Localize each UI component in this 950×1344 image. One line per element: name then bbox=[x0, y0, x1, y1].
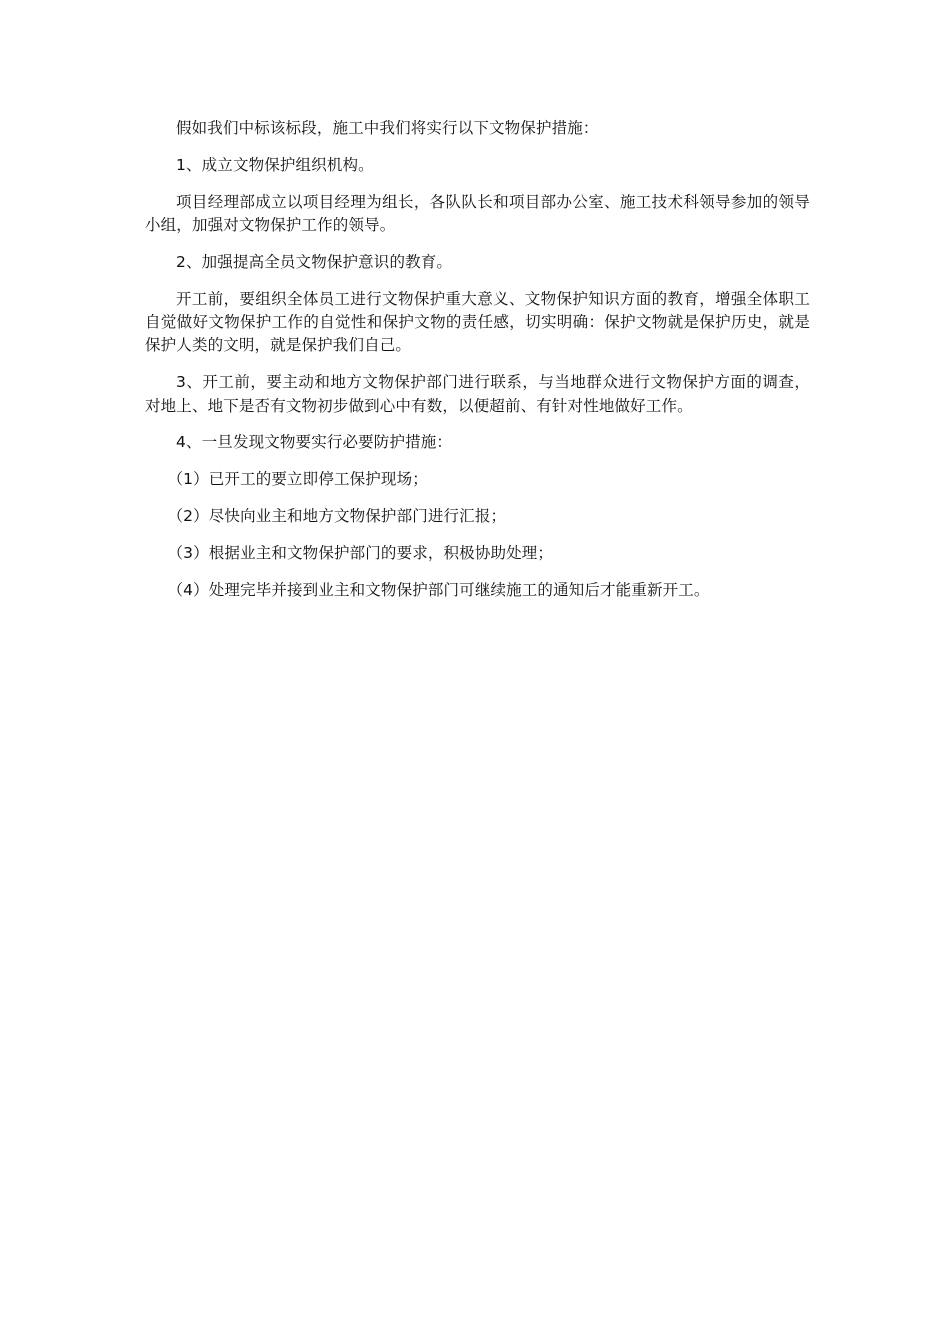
sub-item-4: （4）处理完毕并接到业主和文物保护部门可继续施工的通知后才能重新开工。 bbox=[167, 580, 710, 599]
intro-paragraph: 假如我们中标该标段，施工中我们将实行以下文物保护措施： bbox=[176, 119, 599, 137]
heading-item-2: 2、加强提高全员文物保护意识的教育。 bbox=[176, 252, 453, 271]
paragraph-item-3: 3、开工前，要主动和地方文物保护部门进行联系，与当地群众进行文物保护方面的调查，对地上、地下是否有文物初步做到心中有数，以便超前、有针对性地做好工作。 bbox=[145, 373, 810, 415]
heading-item-4: 4、一旦发现文物要实行必要防护措施： bbox=[176, 433, 453, 452]
sub-item-2: （2）尽快向业主和地方文物保护部门进行汇报； bbox=[167, 507, 507, 525]
sub-item-3: （3）根据业主和文物保护部门的要求，积极协助处理； bbox=[167, 543, 554, 562]
heading-item-1: 1、成立文物保护组织机构。 bbox=[176, 155, 374, 174]
paragraph-organization: 项目经理部成立以项目经理为组长，各队队长和项目部办公室、施工技术科领导参加的领导小组，加强对文物保护工作的领导。 bbox=[145, 192, 810, 234]
sub-item-1: （1）已开工的要立即停工保护现场； bbox=[167, 470, 428, 489]
document-body bbox=[145, 117, 810, 615]
paragraph-education: 开工前，要组织全体员工进行文物保护重大意义、文物保护知识方面的教育，增强全体职工自觉做好文物保护工作的自觉性和保护文物的责任感，切实明确：保护文物就是保护历史，就是保护人类的文明，就是保护我们自己。 bbox=[145, 289, 810, 355]
